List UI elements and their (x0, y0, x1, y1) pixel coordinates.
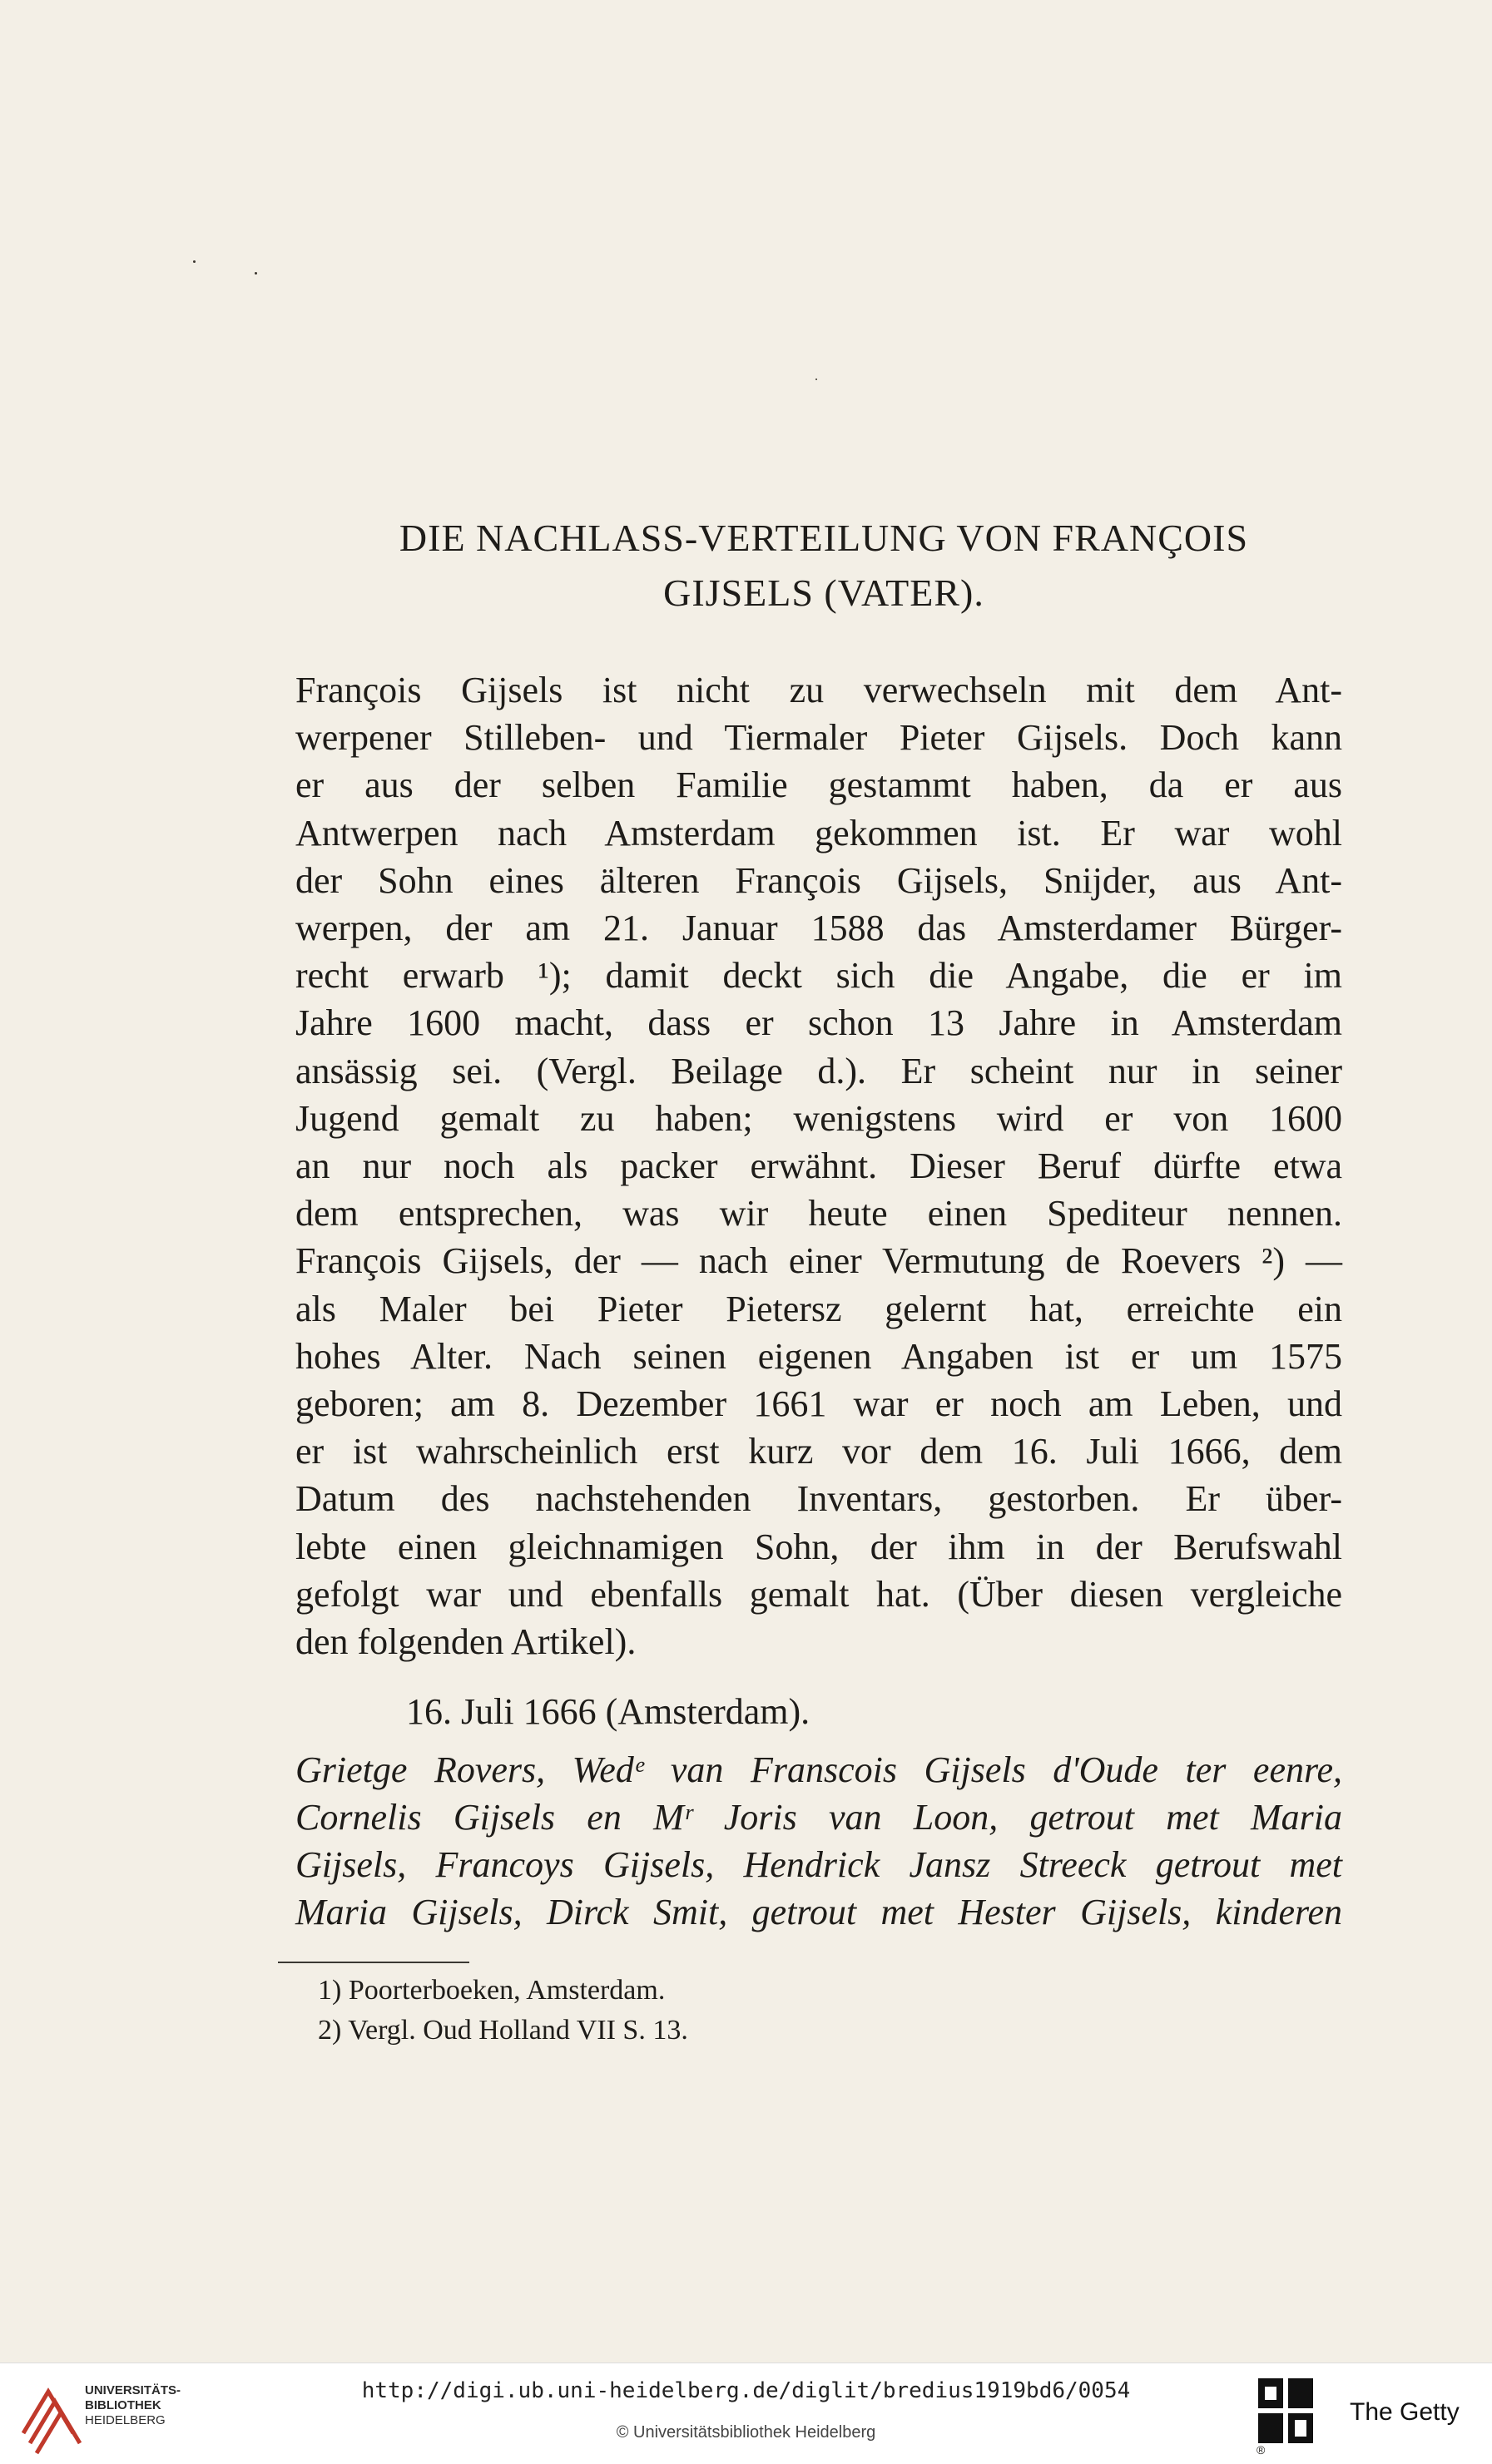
paper-speck (815, 379, 817, 380)
heirs-line: Grietge Rovers, Wedᵉ van Franscois Gijsels d'Oude ter eenre, (295, 1749, 1342, 1790)
body-line: Antwerpen nach Amsterdam gekommen ist. Er war wohl (295, 812, 1342, 853)
heirs-line: Cornelis Gijsels en Mʳ Joris van Loon, getrout met Maria (295, 1797, 1342, 1838)
body-line: gefolgt war und ebenfalls gemalt hat. (Über diesen vergleiche (295, 1573, 1342, 1615)
body-line: dem entsprechen, was wir heute einen Spediteur nennen. (295, 1193, 1342, 1234)
body-line: François Gijsels, der — nach einer Vermutung de Roevers ²) — (295, 1240, 1342, 1282)
body-line: er aus der selben Familie gestammt haben, da er aus (295, 764, 1342, 806)
registered-mark: ® (1257, 2443, 1266, 2457)
heirs-line: Maria Gijsels, Dirck Smit, getrout met Hester Gijsels, kinderen (295, 1892, 1342, 1932)
body-line: den folgenden Artikel). (295, 1621, 637, 1662)
body-line: Jahre 1600 macht, dass er schon 13 Jahre in Amsterdam (295, 1002, 1342, 1044)
university-library-name: UNIVERSITÄTS- BIBLIOTHEK HEIDELBERG (85, 2383, 181, 2427)
getty-logo-icon (1255, 2375, 1318, 2450)
getty-partner-name: The Getty (1350, 2398, 1460, 2426)
body-line: François Gijsels ist nicht zu verwechseln mit dem Ant- (295, 670, 1342, 710)
copyright-notice: © Universitätsbibliothek Heidelberg (616, 2423, 876, 2442)
body-line: werpener Stilleben- und Tiermaler Pieter Gijsels. Doch kann (295, 717, 1342, 759)
body-line: er ist wahrscheinlich erst kurz vor dem 16. Juli 1666, dem (295, 1431, 1342, 1472)
inventory-date: 16. Juli 1666 (Amsterdam). (406, 1691, 810, 1732)
footer-bar (0, 2363, 1492, 2464)
body-line: geboren; am 8. Dezember 1661 war er noch am Leben, und (295, 1383, 1342, 1424)
paper-speck (193, 260, 196, 263)
body-line: ansässig sei. (Vergl. Beilage d.). Er scheint nur in seiner (295, 1050, 1342, 1091)
body-line: hohes Alter. Nach seinen eigenen Angaben ist er um 1575 (295, 1335, 1342, 1377)
article-title-line-2: GIJSELS (VATER). (663, 571, 984, 614)
body-line: als Maler bei Pieter Pietersz gelernt hat, erreichte ein (295, 1288, 1342, 1329)
body-line: werpen, der am 21. Januar 1588 das Amsterdamer Bürger- (295, 908, 1342, 948)
article-title-line-1: DIE NACHLASS-VERTEILUNG VON FRANÇOIS (399, 517, 1249, 559)
footnote-rule (278, 1962, 469, 1963)
footnote-1: 1) Poorterboeken, Amsterdam. (318, 1975, 666, 2006)
footnote-2: 2) Vergl. Oud Holland VII S. 13. (318, 2015, 688, 2046)
body-line: Jugend gemalt zu haben; wenigstens wird er von 1600 (295, 1097, 1342, 1139)
paper-speck (255, 272, 257, 275)
document-permalink[interactable]: http://digi.ub.uni-heidelberg.de/diglit/bredius1919bd6/0054 (361, 2378, 1131, 2403)
body-line: recht erwarb ¹); damit deckt sich die Angabe, die er im (295, 955, 1342, 997)
body-line: Datum des nachstehenden Inventars, gestorben. Er über- (295, 1478, 1342, 1520)
body-line: an nur noch als packer erwähnt. Dieser Beruf dürfte etwa (295, 1145, 1342, 1186)
body-line: der Sohn eines älteren François Gijsels, Snijder, aus Ant- (295, 859, 1342, 901)
body-line: lebte einen gleichnamigen Sohn, der ihm in der Berufswahl (295, 1526, 1342, 1567)
heirs-line: Gijsels, Francoys Gijsels, Hendrick Jansz Streeck getrout met (295, 1844, 1342, 1885)
